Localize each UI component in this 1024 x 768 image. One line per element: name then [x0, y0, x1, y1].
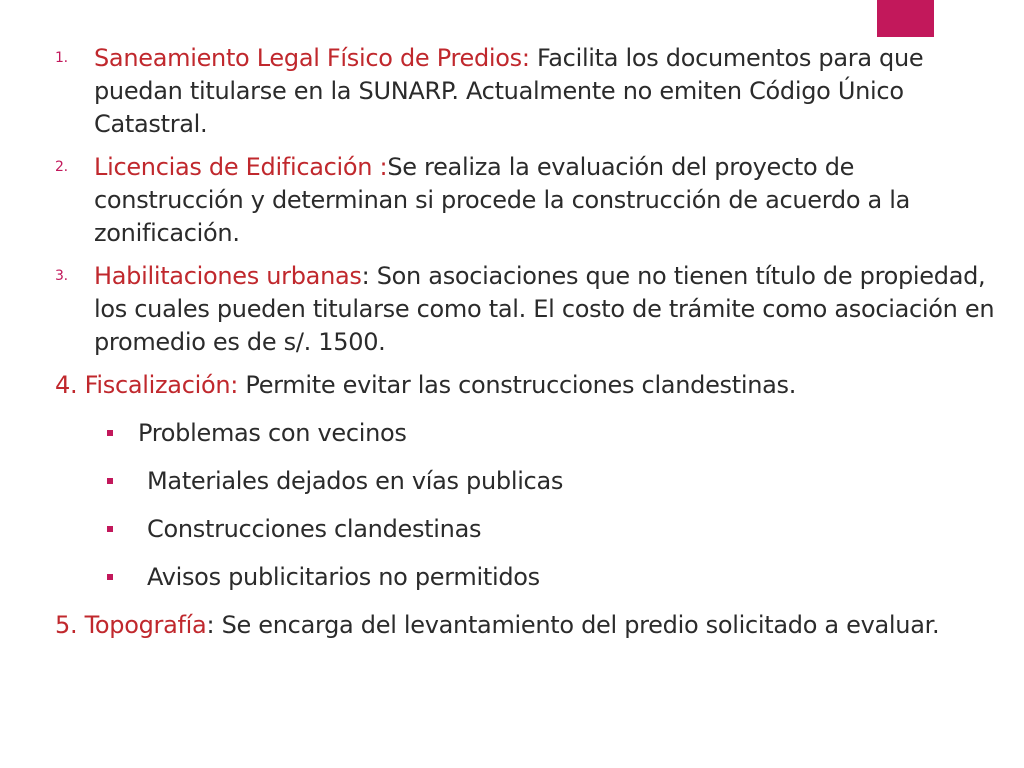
sub-list-item	[55, 417, 1005, 450]
list-item-saneamiento	[55, 42, 1005, 141]
sub-item-text: Avisos publicitarios no permitidos	[147, 563, 540, 591]
item-text: : Se encarga del levantamiento del predio solicitado a evaluar.	[206, 611, 940, 639]
accent-bar	[877, 0, 934, 37]
sub-list-item	[55, 513, 1005, 546]
fiscalizacion-sublist	[55, 417, 1005, 594]
list-marker: 2.	[55, 159, 68, 175]
item-label: Licencias de Edificación :	[94, 153, 388, 181]
item-label: Habilitaciones urbanas	[94, 262, 362, 290]
list-item-fiscalizacion	[55, 369, 1005, 402]
item-label: 4. Fiscalización:	[55, 371, 239, 399]
item-text: Facilita los documentos para que puedan titularse en la SUNARP. Actualmente no emiten Código Único Catastral.	[94, 44, 924, 138]
item-text: Permite evitar las construcciones clandestinas.	[238, 371, 797, 399]
square-bullet-icon	[107, 478, 113, 484]
list-marker: 1.	[55, 50, 68, 66]
square-bullet-icon	[107, 574, 113, 580]
sub-item-text: Materiales dejados en vías publicas	[147, 467, 564, 495]
item-label: Saneamiento Legal Físico de Predios:	[94, 44, 530, 72]
sub-item-text: Construcciones clandestinas	[147, 515, 482, 543]
square-bullet-icon	[107, 430, 113, 436]
slide-body	[55, 42, 1005, 657]
list-marker: 3.	[55, 268, 68, 284]
item-text: Se realiza la evaluación del proyecto de construcción y determinan si procede la construcción de acuerdo a la zonificación.	[94, 153, 911, 247]
sub-item-text: Problemas con vecinos	[138, 419, 407, 447]
sub-list-item	[55, 561, 1005, 594]
sub-list-item	[55, 465, 1005, 498]
list-item-topografia	[55, 609, 1005, 642]
item-label: 5. Topografía	[55, 611, 207, 639]
item-text: : Son asociaciones que no tienen título de propiedad, los cuales pueden titularse como tal. El costo de trámite como asociación en promedio es de s/. 1500.	[94, 262, 995, 356]
list-item-habilitaciones	[55, 260, 1005, 359]
square-bullet-icon	[107, 526, 113, 532]
list-item-licencias	[55, 151, 1005, 250]
